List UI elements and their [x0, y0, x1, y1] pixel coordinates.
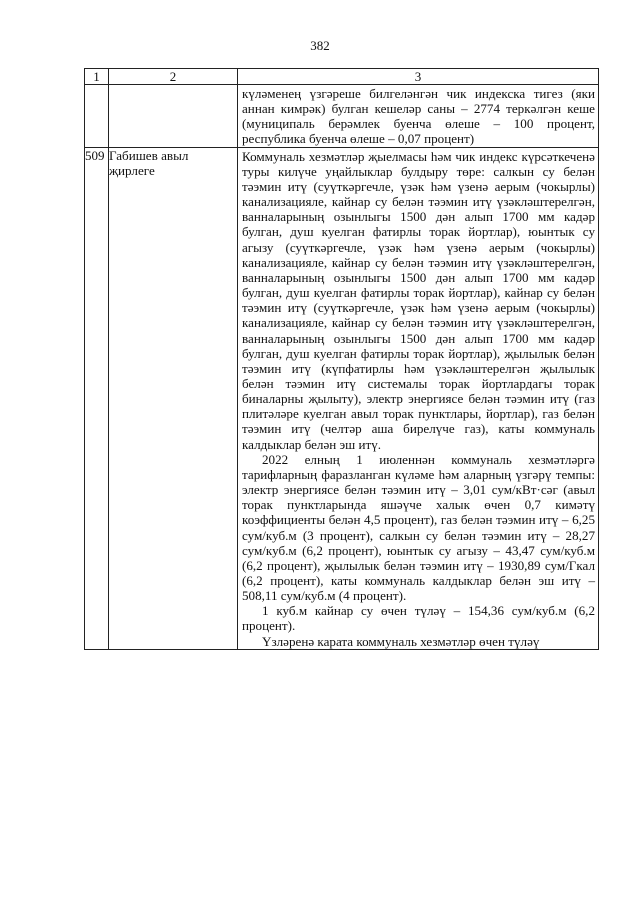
document-table: [84, 68, 599, 650]
continuation-number-cell: [85, 85, 109, 148]
table-row: [85, 147, 599, 649]
settlement-name: Габишев авыл җирлеге: [109, 147, 238, 649]
paragraph-continuation: Үзләренә карата коммуналь хезмәтләр өчен түләү: [262, 633, 540, 649]
table-header-row: [85, 69, 599, 85]
row-number: 509: [85, 147, 109, 649]
paragraph-tariffs: 2022 елның 1 июленнән коммуналь хезмәтләргә тарифларның фаразланган күләме һәм аларның үзгәрү темпы: электр энергиясе белән тәэмин итү – 3,01 сум/кВт·сәг (авыл торак пунктларында яшәүче халык өчен 0,7 кимәтү коэффициенты белән 4,5 процент), газ белән тәэмин итү – 6,25 сум/куб.м (3 процент), салкын су белән тәэмин итү – 28,27 сум/куб.м (6,2 процент), юынтык су агызу – 43,47 сум/куб.м (6,2 процент), җылылык белән тәэмин итү – 1930,89 сум/Гкал (6,2 процент), каты коммуналь калдыклар белән эш итү – 508,11 сум/куб.м (4 процент).: [242, 451, 595, 604]
continuation-paragraph: күләменең үзгәреше билгеләнгән чик индекска тигез (яки аннан кимрәк) булган кешеләр саны – 2774 теркәлгән кеше (муниципаль берәмлек буенча өлеше – 100 процент, республика буенча өлеше – 0,07 процент): [242, 86, 595, 147]
continuation-name-cell: [109, 85, 238, 148]
page-number: 382: [310, 38, 330, 53]
header-cell-2: 2: [109, 69, 238, 85]
header-cell-3: 3: [238, 69, 599, 85]
header-cell-1: 1: [85, 69, 109, 85]
paragraph-utilities-description: Коммуналь хезмәтләр җыелмасы һәм чик индекс күрсәткеченә туры килүче уңайлыклар булдыру төре: салкын су белән тәэмин итү (суүткәргечле, үзәк һәм үзенә аерым (чокырлы) канализацияле, кайнар су белән тәэмин итү үзәкләштерелгән, ванналарының озынлыгы 1500 дән алып 1700 мм кадәр булган, душ куелган фатирлы торак йортлар), юынтык су агызу (суүткәргечле, үзәк һәм үзенә аерым (чокырлы) канализацияле, кайнар су белән тәэмин итү үзәкләштерелгән, ванналарының озынлыгы 1500 дән алып 1700 мм кадәр булган, душ куелган фатирлы торак йортлар), кайнар су белән тәэмин итү (суүткәргечле, үзәк һәм үзенә аерым (чокырлы) канализацияле, кайнар су белән тәэмин итү үзәкләштерелгән, ванналарының озынлыгы 1500 дән алып 1700 мм кадәр булган, душ куелган фатирлы торак йортлар), җылылык белән тәэмин итү (күпфатирлы һәм үзәкләштерелгән җылылык белән тәэмин итү системалы торак йортлардагы торак биналарны җылыту), электр энергиясе белән тәэмин итү (газ плитәләре куелган авыл торак пунктлары, йортлар), газ белән тәэмин итү (челтәр аша бирелүче газ), каты коммуналь калдыклар белән эш итү.: [242, 148, 595, 452]
continuation-text-cell: [238, 85, 599, 148]
continuation-row: [85, 85, 599, 148]
row-text-cell: [238, 147, 599, 649]
paragraph-hot-water: 1 куб.м кайнар су өчен түләү – 154,36 сум/куб.м (6,2 процент).: [242, 603, 595, 634]
